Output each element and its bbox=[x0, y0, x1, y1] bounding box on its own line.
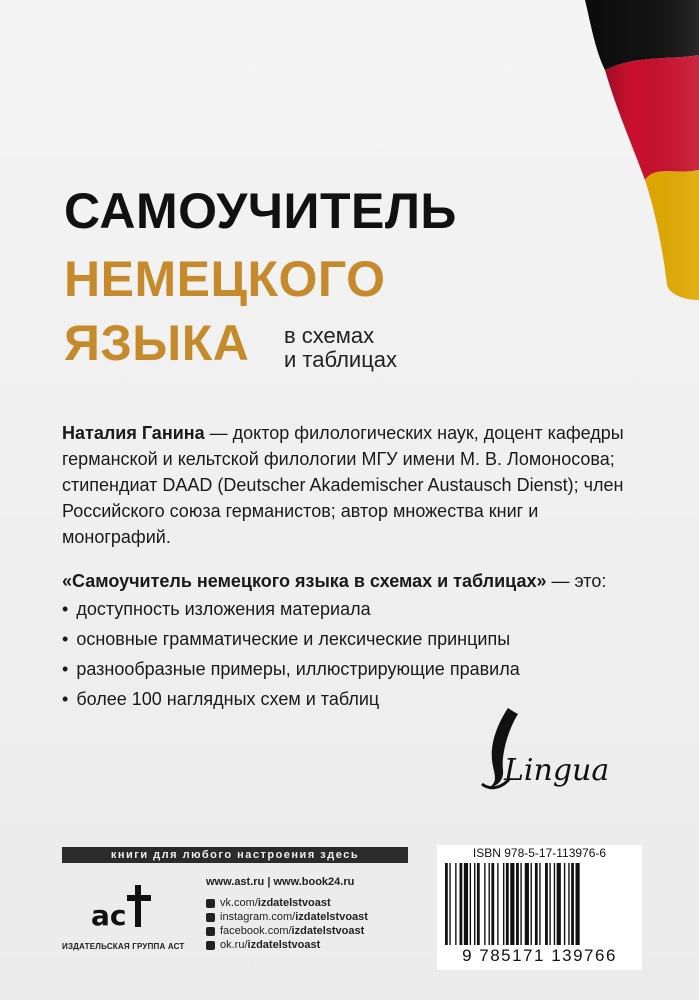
social-link-facebook[interactable]: facebook.com/ izdatelstvoast bbox=[206, 924, 368, 938]
barcode-bar bbox=[539, 863, 540, 945]
barcode-bar bbox=[464, 863, 468, 945]
vk-icon bbox=[206, 899, 215, 908]
ast-logo bbox=[85, 875, 165, 935]
features-intro bbox=[62, 568, 662, 594]
instagram-icon bbox=[206, 913, 215, 922]
barcode-bar bbox=[470, 863, 471, 945]
barcode-bar bbox=[460, 863, 463, 945]
barcode-bar bbox=[520, 863, 521, 945]
barcode-bar bbox=[497, 863, 498, 945]
author-name: Наталия Ганина bbox=[62, 423, 205, 443]
lingua-logo bbox=[470, 700, 620, 800]
isbn-text: ISBN 978-5-17-113976-6 bbox=[472, 846, 607, 860]
list-item: • доступность изложения материала bbox=[62, 594, 520, 624]
social-link-ok[interactable]: ok.ru/ izdatelstvoast bbox=[206, 938, 368, 952]
title-line-3: ЯЗЫКА bbox=[64, 315, 250, 371]
barcode-bar bbox=[503, 863, 504, 945]
author-bio-text: — доктор филологических наук, доцент кафедры германской и кельтской филологии МГУ имени М. В. Ломоносова; стипендиат DAAD (Deutscher Akademischer Austausch Dienst); член Российского союза германистов; автор множества книг и монографий. bbox=[62, 423, 624, 547]
barcode-bar bbox=[449, 863, 450, 945]
german-flag-image bbox=[575, 0, 699, 300]
barcode-bar bbox=[506, 863, 509, 945]
barcode-bar bbox=[477, 863, 480, 945]
barcode-bar bbox=[510, 863, 514, 945]
book-name: «Самоучитель немецкого языка в схемах и таблицах» bbox=[62, 571, 547, 591]
facebook-icon bbox=[206, 927, 215, 936]
barcode-bar bbox=[554, 863, 555, 945]
barcode-bar bbox=[491, 863, 494, 945]
barcode-bar bbox=[525, 863, 529, 945]
title-line-1: САМОУЧИТЕЛЬ bbox=[64, 183, 457, 239]
list-item: • более 100 наглядных схем и таблиц bbox=[62, 684, 520, 714]
barcode-bar bbox=[516, 863, 519, 945]
barcode-bar bbox=[445, 863, 448, 945]
barcode-bar bbox=[549, 863, 550, 945]
barcode-bars bbox=[445, 863, 635, 945]
subtitle-line-2: и таблицах bbox=[284, 347, 398, 372]
barcode-bar bbox=[474, 863, 475, 945]
ast-logo-text: ас bbox=[91, 899, 127, 932]
features-list bbox=[62, 594, 520, 714]
publisher-caption: ИЗДАТЕЛЬСКАЯ ГРУППА АСТ bbox=[62, 942, 185, 951]
ean-number: 9 785171 139766 bbox=[462, 946, 617, 965]
subtitle bbox=[284, 324, 397, 372]
social-link-instagram[interactable]: instagram.com/ izdatelstvoast bbox=[206, 910, 368, 924]
barcode-bar bbox=[531, 863, 532, 945]
slogan-bar: книги для любого настроения здесь bbox=[62, 847, 408, 863]
list-item: • основные грамматические и лексические принципы bbox=[62, 624, 520, 654]
social-link-vk[interactable]: vk.com/ izdatelstvoast bbox=[206, 896, 368, 910]
barcode bbox=[437, 845, 642, 970]
barcode-bar bbox=[557, 863, 561, 945]
barcode-bar bbox=[568, 863, 569, 945]
publisher-sites[interactable]: www.ast.ru | www.book24.ru bbox=[206, 876, 355, 888]
lingua-logo-text: Lingua bbox=[504, 753, 610, 788]
social-links bbox=[206, 896, 368, 952]
barcode-bar bbox=[484, 863, 485, 945]
author-bio bbox=[62, 420, 642, 550]
ok-icon bbox=[206, 941, 215, 950]
title-line-2: НЕМЕЦКОГО bbox=[64, 251, 386, 307]
barcode-bar bbox=[489, 863, 490, 945]
barcode-bar bbox=[576, 863, 580, 945]
barcode-bar bbox=[545, 863, 548, 945]
list-item: • разнообразные примеры, иллюстрирующие правила bbox=[62, 654, 520, 684]
barcode-bar bbox=[455, 863, 456, 945]
barcode-bar bbox=[535, 863, 538, 945]
features-intro-suffix: — это: bbox=[546, 571, 607, 591]
subtitle-line-1: в схемах bbox=[284, 323, 375, 348]
barcode-bar bbox=[571, 863, 574, 945]
barcode-bar bbox=[564, 863, 565, 945]
